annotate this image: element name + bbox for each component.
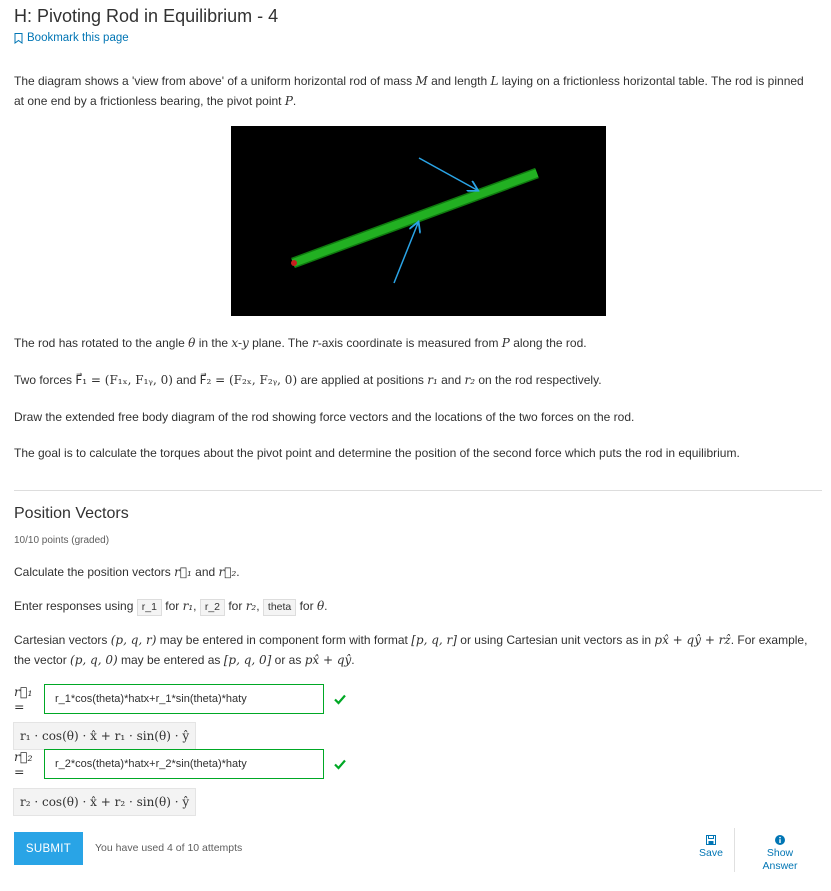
- force-arrow-1: [419, 158, 477, 190]
- code-theta: theta: [263, 599, 296, 616]
- show-answer-label-2: Answer: [762, 860, 798, 872]
- intro-paragraph-2: The rod has rotated to the angle θ in the x-y plane. The r-axis coordinate is measured from P along the rod.: [14, 336, 587, 350]
- bookmark-link[interactable]: [14, 32, 129, 44]
- correct-check-icon: [334, 693, 346, 705]
- pivot-point: [291, 260, 297, 266]
- force-arrow-2: [394, 223, 418, 283]
- answer-label-r2: r⃗₂ =: [14, 749, 33, 779]
- answer-preview-r2: r₂ · cos(θ) · x̂ + r₂ · sin(θ) · ŷ: [13, 788, 196, 816]
- answer-row-r1: [14, 684, 346, 714]
- question-text-2: Enter responses using r_1 for r₁, r_2 for r₂, theta for θ.: [14, 596, 814, 616]
- rod: [293, 173, 537, 263]
- answer-label-r1: r⃗₁ =: [14, 684, 33, 714]
- save-label: Save: [699, 847, 723, 859]
- save-icon: [706, 835, 716, 845]
- question-text-1: Calculate the position vectors r⃗₁ and r⃗₂.: [14, 565, 240, 579]
- bookmark-label: Bookmark this page: [27, 32, 129, 44]
- attempts-text: You have used 4 of 10 attempts: [95, 842, 243, 854]
- answer-row-r2: [14, 749, 346, 779]
- submit-button[interactable]: SUBMIT: [14, 832, 83, 865]
- section-title: Position Vectors: [14, 505, 129, 522]
- rod-diagram: [231, 126, 606, 316]
- correct-check-icon: [334, 758, 346, 770]
- code-r2: r_2: [200, 599, 225, 616]
- bookmark-icon: [14, 33, 23, 44]
- intro-paragraph-4: Draw the extended free body diagram of the rod showing force vectors and the locations of the two forces on the rod.: [14, 410, 635, 424]
- code-r1: r_1: [137, 599, 162, 616]
- intro-paragraph-5: The goal is to calculate the torques about the pivot point and determine the position of the second force which puts the rod in equilibrium.: [14, 446, 740, 460]
- action-separator: [734, 828, 735, 872]
- points-label: 10/10 points (graded): [14, 535, 110, 546]
- save-button[interactable]: [693, 835, 729, 860]
- show-answer-button[interactable]: [755, 835, 805, 873]
- answer-input-r2[interactable]: r_2*cos(theta)*hatx+r_2*sin(theta)*haty: [44, 749, 324, 779]
- page-title: H: Pivoting Rod in Equilibrium - 4: [14, 6, 279, 26]
- question-text-3: Cartesian vectors (p, q, r) may be entered in component form with format [p, q, r] or using Cartesian unit vectors as in px̂ + qŷ + rẑ. For example, the vector (p, q, 0) may be entered as [p, q, 0] or as px̂ + qŷ.: [14, 633, 808, 667]
- intro-paragraph-3: Two forces F⃗₁ = (F₁ₓ, F₁ᵧ, 0) and F⃗₂ = (F₂ₓ, F₂ᵧ, 0) are applied at positions r₁ and r₂ on the rod respectively.: [14, 373, 602, 387]
- show-answer-label-1: Show: [766, 847, 794, 859]
- intro-paragraph-1: The diagram shows a 'view from above' of a uniform horizontal rod of mass M and length L laying on a frictionless horizontal table. The rod is pinned at one end by a frictionless bearing, the pivot point P.: [14, 74, 804, 108]
- answer-preview-r1: r₁ · cos(θ) · x̂ + r₁ · sin(θ) · ŷ: [13, 722, 196, 750]
- info-icon: [775, 835, 785, 845]
- answer-input-r1[interactable]: r_1*cos(theta)*hatx+r_1*sin(theta)*haty: [44, 684, 324, 714]
- section-divider: [14, 490, 822, 491]
